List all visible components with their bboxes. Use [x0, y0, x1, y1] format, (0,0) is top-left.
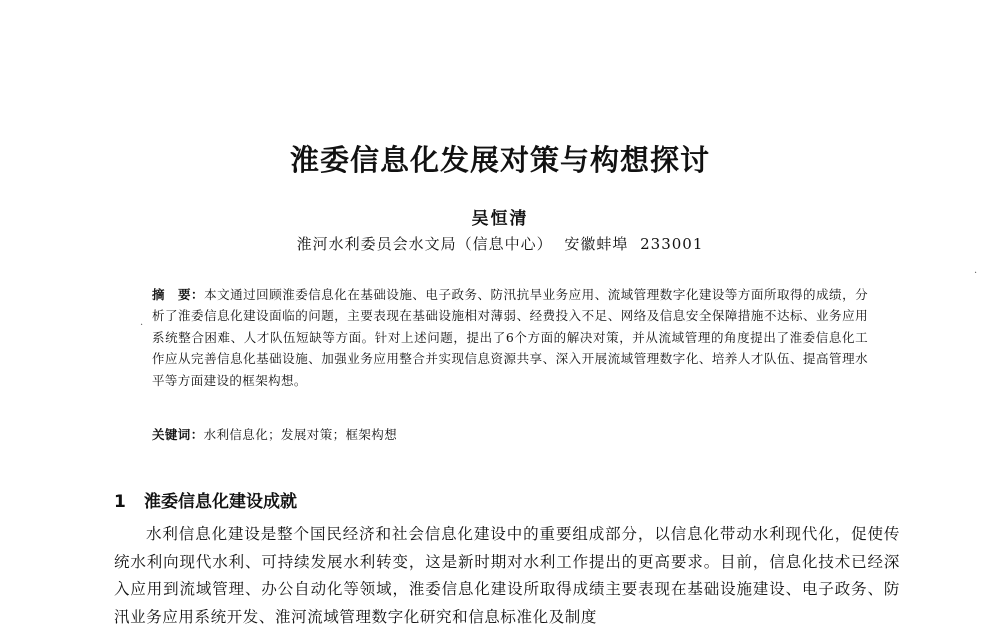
abstract-label: 摘 要： — [152, 287, 205, 302]
abstract-text: 本文通过回顾淮委信息化在基础设施、电子政务、防汛抗旱业务应用、流域管理数字化建设等方面所取得的成绩，分析了淮委信息化建设面临的问题，主要表现在基础设施相对薄弱、经费投入不足、网络及信息安全保障措施不达标、业务应用系统整合困难、人才队伍短缺等方面。针对上述问题，提出了6个方面的解决对策，并从流域管理的角度提出了淮委信息化工作应从完善信息化基础设施、加强业务应用整合并实现信息资源共享、深入开展流域管理数字化、培养人才队伍、提高管理水平等方面建设的框架构想。 — [152, 287, 868, 388]
section-heading — [114, 487, 297, 512]
author-name: 吴恒清 — [471, 209, 529, 229]
keywords-text: 水利信息化；发展对策；框架构想 — [203, 427, 398, 442]
abstract — [152, 284, 868, 391]
section-title: 淮委信息化建设成就 — [144, 492, 297, 512]
keywords-label: 关键词： — [152, 427, 204, 442]
scan-speck: · — [140, 320, 144, 331]
section-paragraph: 水利信息化建设是整个国民经济和社会信息化建设中的重要组成部分，以信息化带动水利现代化，促使传统水利向现代水利、可持续发展水利转变，这是新时期对水利工作提出的更高要求。目前，信息化技术已经深入应用到流域管理、办公自动化等领域，淮委信息化建设所取得成绩主要表现在基础设施建设、电子政务、防汛业务应用系统开发、淮河流域管理数字化研究和信息标准化及制度 — [114, 525, 900, 626]
scan-speck: · — [974, 268, 978, 279]
keywords — [152, 425, 868, 443]
author-affiliation: 淮河水利委员会水文局（信息中心） 安徽蚌埠 233001 — [296, 235, 704, 253]
section-number: 1 — [114, 492, 126, 512]
paper-title: 淮委信息化发展对策与构想探讨 — [289, 143, 710, 177]
